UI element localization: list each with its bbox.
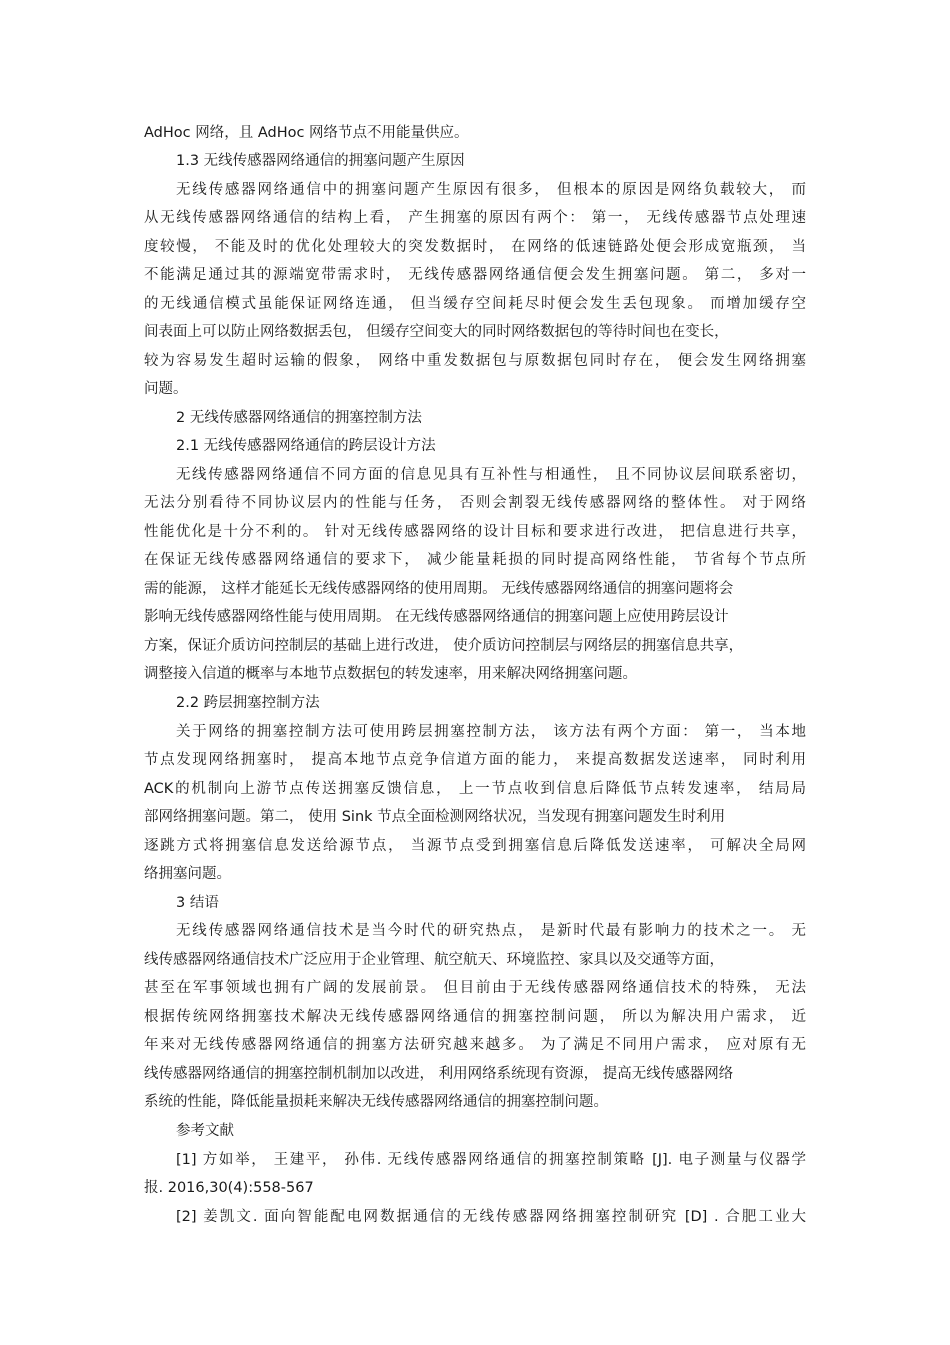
text-line-31: 甚至在军事领域也拥有广阔的发展前景。 但目前由于无线传感器网络通信技术的特殊， 无法: [144, 980, 806, 996]
text-line-19: 方案，保证介质访问控制层的基础上进行改进， 使介质访问控制层与网络层的拥塞信息共享，: [144, 638, 744, 654]
text-line-18: 影响无线传感器网络性能与使用周期。 在无线传感器网络通信的拥塞问题上应使用跨层设计: [144, 609, 729, 625]
text-line-6: 不能满足通过其的源端宽带需求时， 无线传感器网络通信便会发生拥塞问题。 第二， 多对一: [144, 267, 806, 283]
text-line-17: 需的能源， 这样才能延长无线传感器网络的使用周期。 无线传感器网络通信的拥塞问题将会: [144, 581, 734, 597]
text-line-30: 线传感器网络通信技术广泛应用于企业管理、航空航天、环境监控、家具以及交通等方面，: [144, 952, 724, 968]
text-line-26: 逐跳方式将拥塞信息发送给源节点， 当源节点受到拥塞信息后降低发送速率， 可解决全局网: [144, 838, 806, 854]
text-line-9: 较为容易发生超时运输的假象， 网络中重发数据包与原数据包同时存在， 便会发生网络拥塞: [144, 353, 806, 369]
text-line-29: 无线传感器网络通信技术是当今时代的研究热点， 是新时代最有影响力的技术之一。 无: [176, 923, 806, 939]
references-heading: 参考文献: [176, 1123, 234, 1139]
text-line-10: 问题。: [144, 381, 188, 397]
text-line-16: 在保证无线传感器网络通信的要求下， 减少能量耗损的同时提高网络性能， 节省每个节点所: [144, 552, 806, 568]
section-heading-2-2: 2.2 跨层拥塞控制方法: [176, 695, 320, 711]
reference-1-line-1: [1] 方如举， 王建平， 孙伟. 无线传感器网络通信的拥塞控制策略 [J]. 电子测量与仪器学: [176, 1152, 806, 1168]
text-line-1: AdHoc 网络，且 AdHoc 网络节点不用能量供应。: [144, 125, 469, 141]
section-heading-3: 3 结语: [176, 895, 219, 911]
text-line-32: 根据传统网络拥塞技术解决无线传感器网络通信的拥塞控制问题， 所以为解决用户需求， 近: [144, 1009, 806, 1025]
text-line-15: 性能优化是十分不利的。 针对无线传感器网络的设计目标和要求进行改进， 把信息进行共享，: [144, 524, 806, 540]
reference-2-line-1: [2] 姜凯文. 面向智能配电网数据通信的无线传感器网络拥塞控制研究 [D] . 合肥工业大: [176, 1209, 806, 1225]
text-line-14: 无法分别看待不同协议层内的性能与任务， 否则会割裂无线传感器网络的整体性。 对于网络: [144, 495, 806, 511]
text-line-24: ACK的机制向上游节点传送拥塞反馈信息， 上一节点收到信息后降低节点转发速率， 结局局: [144, 781, 806, 797]
text-line-35: 系统的性能，降低能量损耗来解决无线传感器网络通信的拥塞控制问题。: [144, 1094, 608, 1110]
section-heading-2-1: 2.1 无线传感器网络通信的跨层设计方法: [176, 438, 436, 454]
text-line-3: 无线传感器网络通信中的拥塞问题产生原因有很多， 但根本的原因是网络负载较大， 而: [176, 182, 806, 198]
reference-1-line-2: 报. 2016,30(4):558-567: [144, 1180, 314, 1196]
section-heading-2: 2 无线传感器网络通信的拥塞控制方法: [176, 410, 422, 426]
text-line-34: 线传感器网络通信的拥塞控制机制加以改进， 利用网络系统现有资源， 提高无线传感器网络: [144, 1066, 734, 1082]
text-line-33: 年来对无线传感器网络通信的拥塞方法研究越来越多。 为了满足不同用户需求， 应对原有无: [144, 1037, 806, 1053]
text-line-25: 部网络拥塞问题。第二， 使用 Sink 节点全面检测网络状况，当发现有拥塞问题发生时利用: [144, 809, 726, 825]
text-line-13: 无线传感器网络通信不同方面的信息见具有互补性与相通性， 且不同协议层间联系密切，: [176, 467, 806, 483]
text-line-27: 络拥塞问题。: [144, 866, 231, 882]
text-line-8: 间表面上可以防止网络数据丢包， 但缓存空间变大的同时网络数据包的等待时间也在变长，: [144, 324, 729, 340]
section-heading-1-3: 1.3 无线传感器网络通信的拥塞问题产生原因: [176, 153, 465, 169]
text-line-20: 调整接入信道的概率与本地节点数据包的转发速率，用来解决网络拥塞问题。: [144, 666, 637, 682]
text-line-4: 从无线传感器网络通信的结构上看， 产生拥塞的原因有两个： 第一， 无线传感器节点处理速: [144, 210, 806, 226]
text-line-23: 节点发现网络拥塞时， 提高本地节点竞争信道方面的能力， 来提高数据发送速率， 同时利用: [144, 752, 806, 768]
text-line-7: 的无线通信模式虽能保证网络连通， 但当缓存空间耗尽时便会发生丢包现象。 而增加缓存空: [144, 296, 806, 312]
text-line-5: 度较慢， 不能及时的优化处理较大的突发数据时， 在网络的低速链路处便会形成宽瓶颈， 当: [144, 239, 806, 255]
text-line-22: 关于网络的拥塞控制方法可使用跨层拥塞控制方法， 该方法有两个方面： 第一， 当本地: [176, 724, 806, 740]
